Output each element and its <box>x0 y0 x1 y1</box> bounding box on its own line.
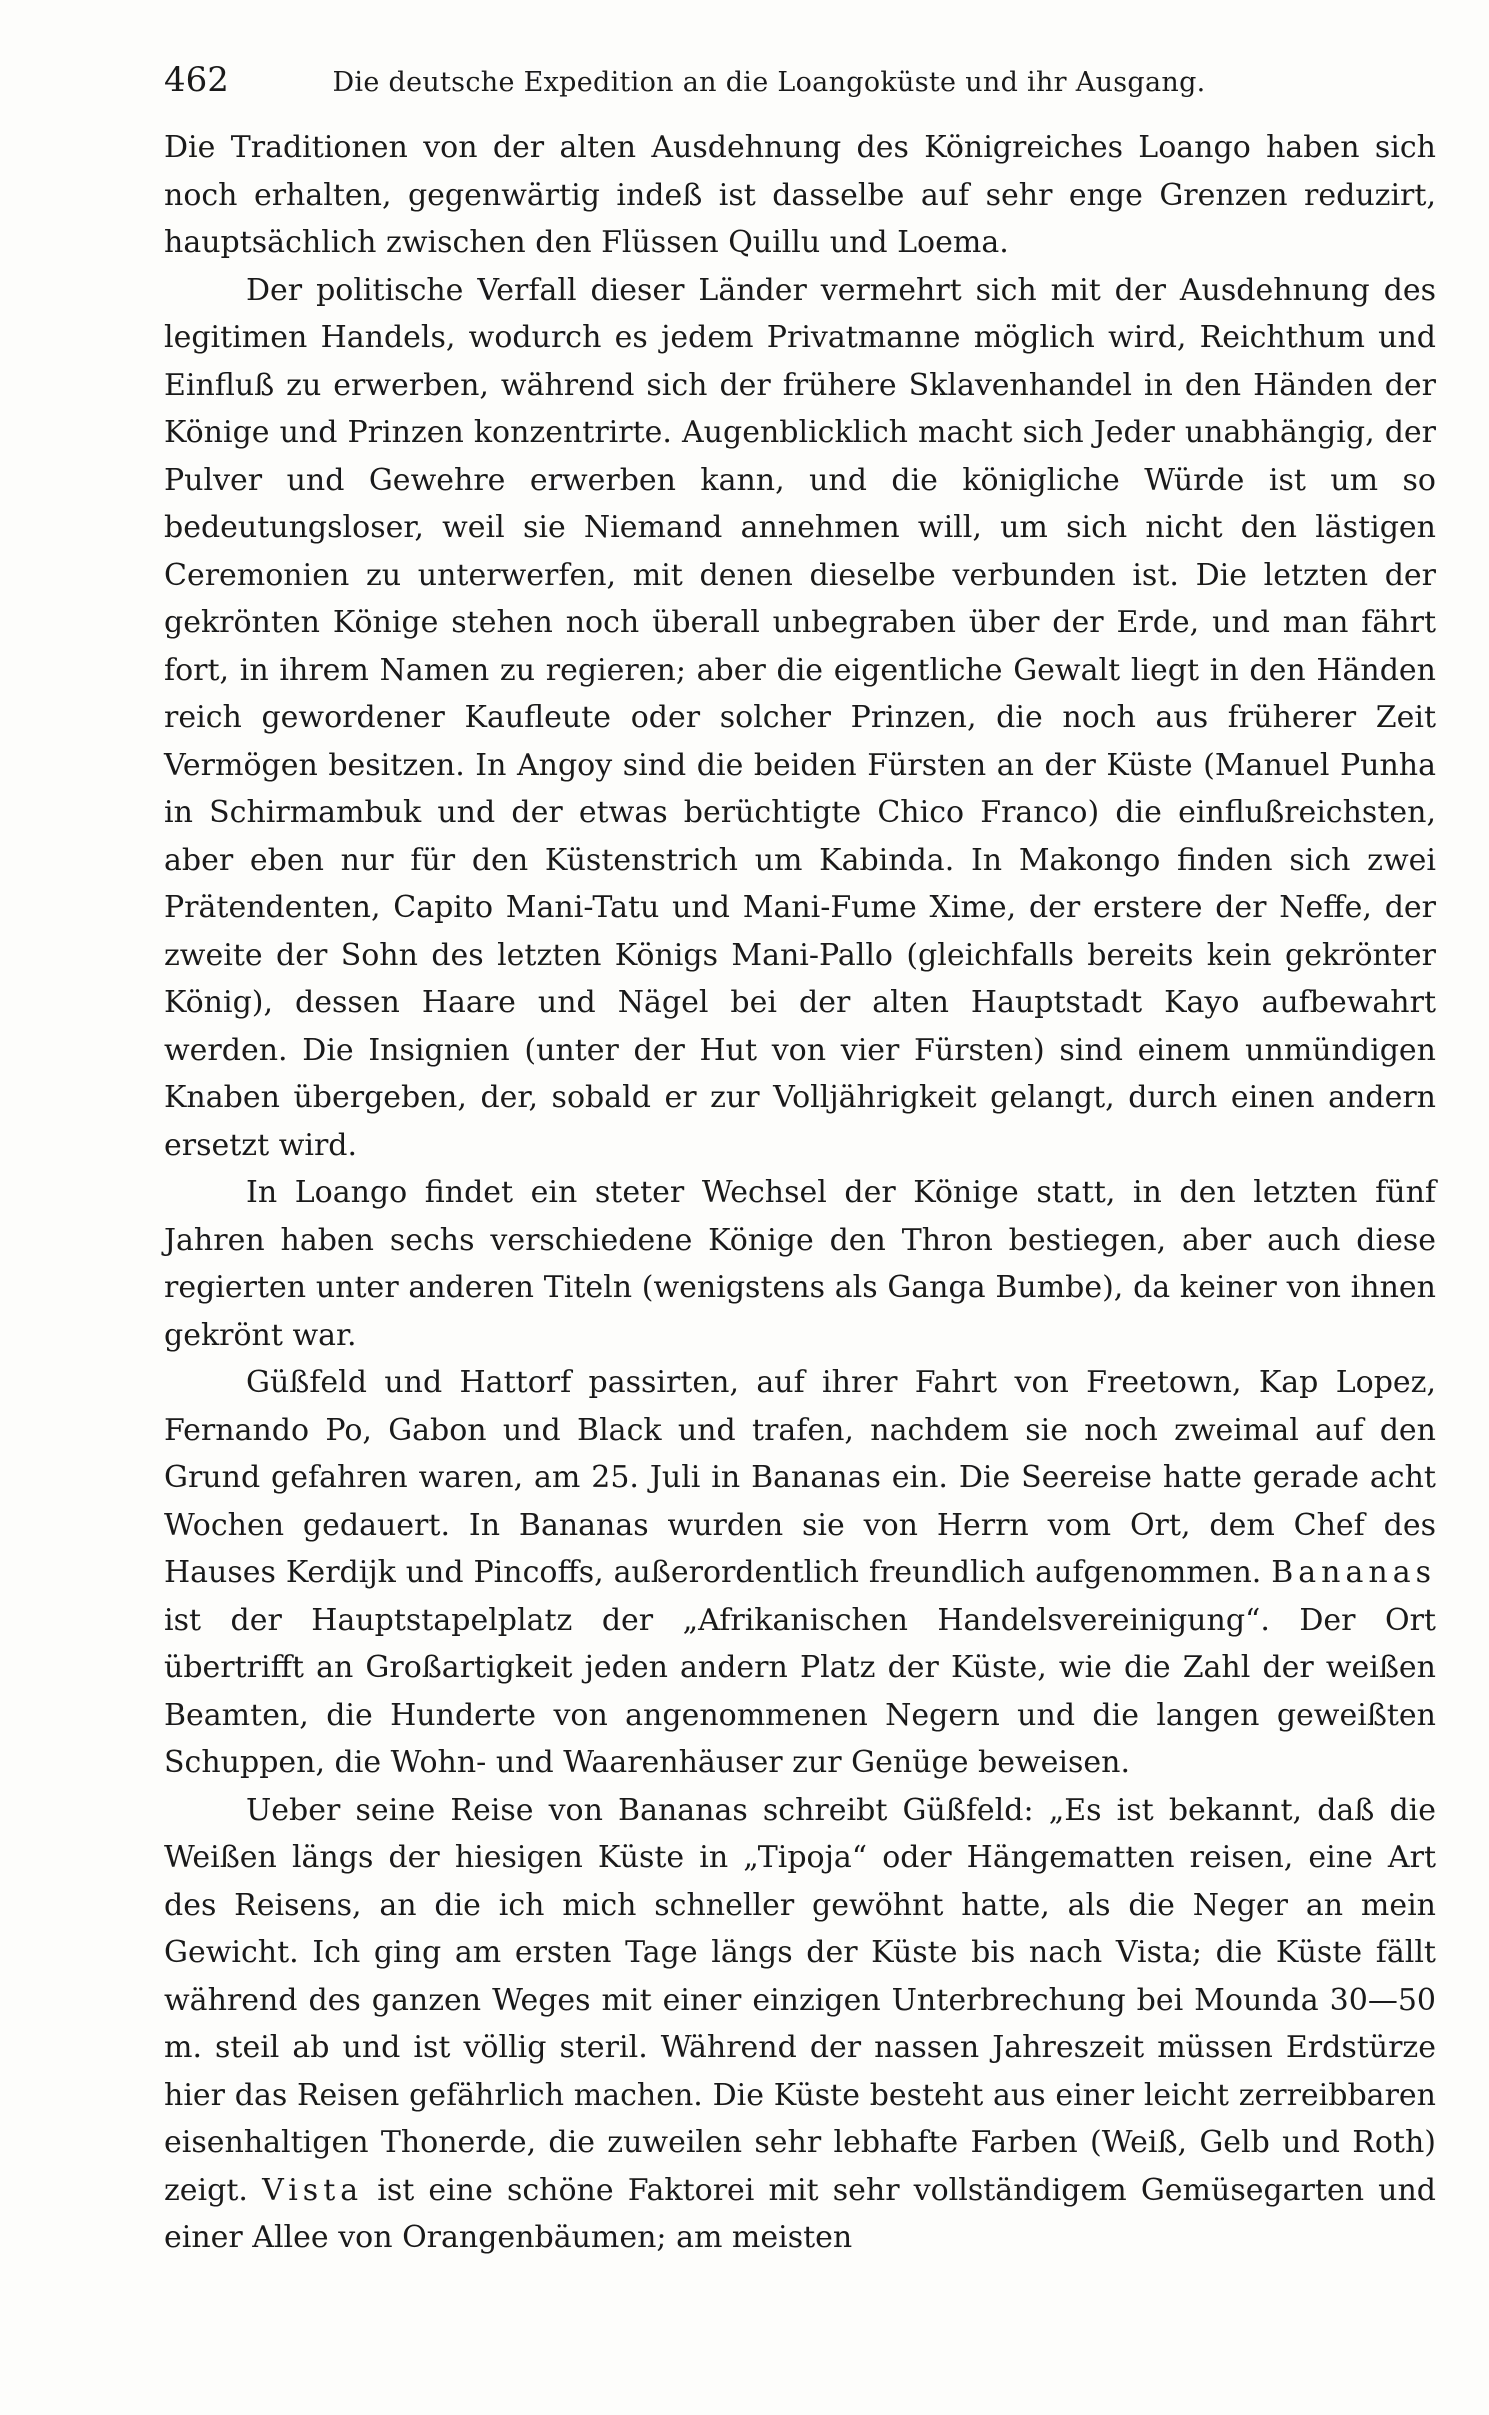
paragraph-4 <box>164 1359 1436 1787</box>
paragraph-5-text-before: Ueber seine Reise von Bananas schreibt Güßfeld: „Es ist bekannt, daß die Weißen längs der hiesigen Küste in „Tipoja“ oder Hängematten reisen, eine Art des Reisens, an die ich mich schneller gewöhnt hatte, als die Neger an mein Gewicht. Ich ging am ersten Tage längs der Küste bis nach Vista; die Küste fällt während des ganzen Weges mit einer einzigen Unterbrechung bei Mounda 30—50 m. steil ab und ist völlig steril. Während der nassen Jahreszeit müssen Erdstürze hier das Reisen gefährlich machen. Die Küste besteht aus einer leicht zerreibbaren eisenhaltigen Thonerde, die zuweilen sehr lebhafte Farben (Weiß, Gelb und Roth) zeigt. <box>164 1792 1436 2208</box>
spaced-place-name: Bananas <box>1271 1555 1436 1590</box>
paragraph-2: Der politische Verfall dieser Länder vermehrt sich mit der Ausdehnung des legitimen Handels, wodurch es jedem Privatmanne möglich wird, Reichthum und Einfluß zu erwerben, während sich der frühere Sklavenhandel in den Händen der Könige und Prinzen konzentrirte. Augenblicklich macht sich Jeder unabhängig, der Pulver und Gewehre erwerben kann, und die königliche Würde ist um so bedeutungsloser, weil sie Niemand annehmen will, um sich nicht den lästigen Ceremonien zu unterwerfen, mit denen dieselbe verbunden ist. Die letzten der gekrönten Könige stehen noch überall unbegraben über der Erde, und man fährt fort, in ihrem Namen zu regieren; aber die eigentliche Gewalt liegt in den Händen reich gewordener Kaufleute oder solcher Prinzen, die noch aus früherer Zeit Vermögen besitzen. In Angoy sind die beiden Fürsten an der Küste (Manuel Punha in Schirmambuk und der etwas berüchtigte Chico Franco) die einflußreichsten, aber eben nur für den Küstenstrich um Kabinda. In Makongo finden sich zwei Prätendenten, Capito Mani-Tatu und Mani-Fume Xime, der erstere der Neffe, der zweite der Sohn des letzten Königs Mani-Pallo (gleichfalls bereits kein gekrönter König), dessen Haare und Nägel bei der alten Hauptstadt Kayo aufbewahrt werden. Die Insignien (unter der Hut von vier Fürsten) sind einem unmündigen Knaben übergeben, der, sobald er zur Volljährigkeit gelangt, durch einen andern ersetzt wird. <box>164 272 1436 1163</box>
paragraph-5 <box>164 1787 1436 2262</box>
paragraph-4-text-before: Güßfeld und Hattorf passirten, auf ihrer Fahrt von Freetown, Kap Lopez, Fernando Po, Gabon und Black und trafen, nachdem sie noch zweimal auf den Grund gefahren waren, am 25. Juli in Bananas ein. Die Seereise hatte gerade acht Wochen gedauert. In Bananas wurden sie von Herrn vom Ort, dem Chef des Hauses Kerdijk und Pincoffs, außerordentlich freundlich aufgenommen. <box>164 1365 1436 1590</box>
running-title: Die deutsche Expedition an die Loangoküste und ihr Ausgang. <box>332 67 1206 98</box>
paragraph-1: Die Traditionen von der alten Ausdehnung des Königreiches Loango haben sich noch erhalten, gegenwärtig indeß ist dasselbe auf sehr enge Grenzen reduzirt, hauptsächlich zwischen den Flüssen Quillu und Loema. <box>164 130 1436 260</box>
page-header <box>164 60 1284 112</box>
paragraph-4-text-after: ist der Hauptstapelplatz der „Afrikanischen Handelsvereinigung“. Der Ort übertrifft an Großartigkeit jeden andern Platz der Küste, wie die Zahl der weißen Beamten, die Hunderte von angenommenen Negern und die langen geweißten Schuppen, die Wohn- und Waarenhäuser zur Genüge beweisen. <box>164 1602 1436 1780</box>
spaced-place-name: Vista <box>262 2172 364 2208</box>
paragraph-3: In Loango findet ein steter Wechsel der Könige statt, in den letzten fünf Jahren haben sechs verschiedene Könige den Thron bestiegen, aber auch diese regierten unter anderen Titeln (wenigstens als Ganga Bumbe), da keiner von ihnen gekrönt war. <box>164 1175 1436 1353</box>
body-text <box>164 124 1436 2262</box>
paragraph-5-text-after: ist eine schöne Faktorei mit sehr vollständigem Gemüsegarten und einer Allee von Orangenbäumen; am meisten <box>164 2172 1436 2255</box>
page-number: 462 <box>164 60 229 100</box>
